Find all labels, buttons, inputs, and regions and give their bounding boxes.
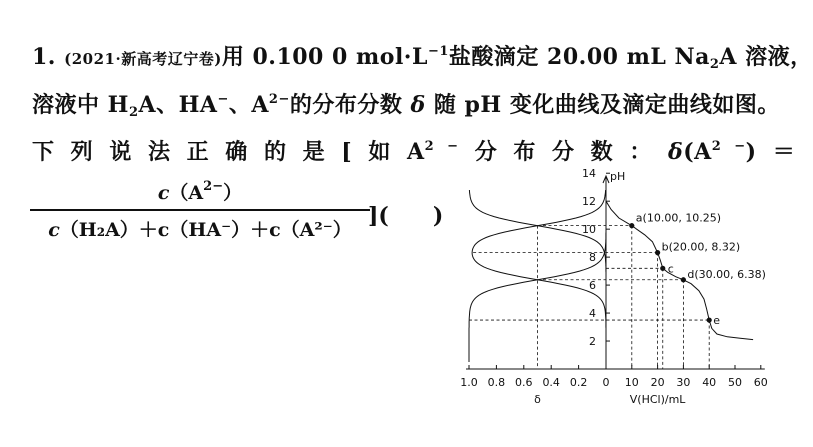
question-line-2: [32, 88, 780, 120]
line2-sup2: 2−: [268, 92, 290, 107]
x-tick-label-right: 40: [702, 376, 717, 389]
x-tick-label-right: 20: [650, 376, 665, 389]
line1-sub: 2: [709, 57, 720, 72]
y-tick-label: 4: [589, 307, 596, 321]
x-tick-label-left: 0.2: [569, 376, 588, 389]
line1-text-b: 盐酸滴定 20.00 mL Na: [448, 44, 710, 70]
y-tick-label: 6: [589, 279, 596, 293]
point-d: [681, 277, 686, 282]
line2-sub: 2: [128, 105, 139, 120]
fraction-denominator: [30, 213, 370, 242]
fraction-bar: [30, 209, 370, 211]
answer-bracket: ]( ): [368, 203, 444, 229]
question-line-1: [32, 40, 813, 72]
y-tick-label: 12: [582, 195, 596, 209]
line3-text-d: ) ＝: [745, 139, 796, 165]
line1-text-c: A 溶液，: [719, 44, 813, 70]
line2-text-d: 的分布分数: [289, 92, 411, 118]
fraction-numerator: [30, 178, 370, 207]
line2-text-e: 随 pH 变化曲线及滴定曲线如图。: [425, 92, 780, 118]
numerator-end: ）: [223, 182, 243, 204]
y-tick-label: 8: [589, 251, 596, 265]
x-tick-label-right: 50: [728, 376, 742, 389]
line1-text-a: 用 0.100 0 mol·L: [221, 44, 428, 70]
denominator-text: （H₂A）＋c（HA⁻）＋c（A²⁻）: [59, 219, 352, 241]
x-axis-label-right: V(HCl)/mL: [629, 393, 686, 406]
point-label-c: c: [667, 262, 674, 276]
line1-sup: −1: [427, 44, 449, 59]
line3-sup2: 2 −: [711, 139, 746, 154]
denominator-c: c: [48, 219, 60, 241]
titration-chart: [440, 160, 780, 406]
line2-text-c: 、A: [228, 92, 269, 118]
line3-sup: 2 −: [424, 139, 459, 154]
line2-delta: δ: [410, 92, 426, 118]
x-tick-label-right: 0: [602, 376, 610, 389]
x-tick-label-right: 10: [624, 376, 639, 389]
x-tick-label-right: 60: [753, 376, 768, 389]
line3-text-b: 分 布 分 数 ：: [458, 139, 669, 165]
line3-text-c: (A: [683, 139, 712, 165]
y-tick-label: 14: [582, 167, 596, 181]
y-tick-label: 10: [582, 223, 596, 237]
x-axis-label-left: δ: [534, 393, 541, 406]
point-label-d: d(30.00, 6.38): [687, 267, 766, 281]
point-label-a: a(10.00, 10.25): [635, 211, 722, 225]
x-tick-label-left: 1.0: [460, 376, 478, 389]
point-e: [707, 317, 712, 322]
x-tick-label-left: 0.4: [542, 376, 560, 389]
x-tick-label-left: 0.6: [515, 376, 533, 389]
line3-delta: δ: [668, 139, 684, 165]
numerator-text: （A: [169, 182, 204, 204]
numerator-sup: 2−: [203, 179, 224, 194]
y-tick-label: 2: [589, 335, 596, 349]
y-axis-label: pH: [610, 170, 626, 183]
line2-text-b: A、HA: [138, 92, 218, 118]
x-tick-label-right: 30: [676, 376, 691, 389]
point-label-e: e: [713, 314, 720, 328]
line2-text-a: 溶液中 H: [32, 92, 129, 118]
point-a: [629, 223, 634, 228]
line3-text-a: 下 列 说 法 正 确 的 是 [ 如 A: [32, 139, 425, 165]
question-number: 1.: [32, 44, 56, 70]
point-b: [655, 250, 660, 255]
distribution-fraction: [30, 178, 370, 242]
line2-sup1: −: [217, 92, 229, 107]
x-tick-label-left: 0.8: [487, 376, 506, 389]
point-c: [660, 266, 665, 271]
numerator-c: c: [157, 182, 170, 204]
point-label-b: b(20.00, 8.32): [661, 240, 741, 254]
question-source: (2021·新高考辽宁卷): [64, 50, 222, 68]
